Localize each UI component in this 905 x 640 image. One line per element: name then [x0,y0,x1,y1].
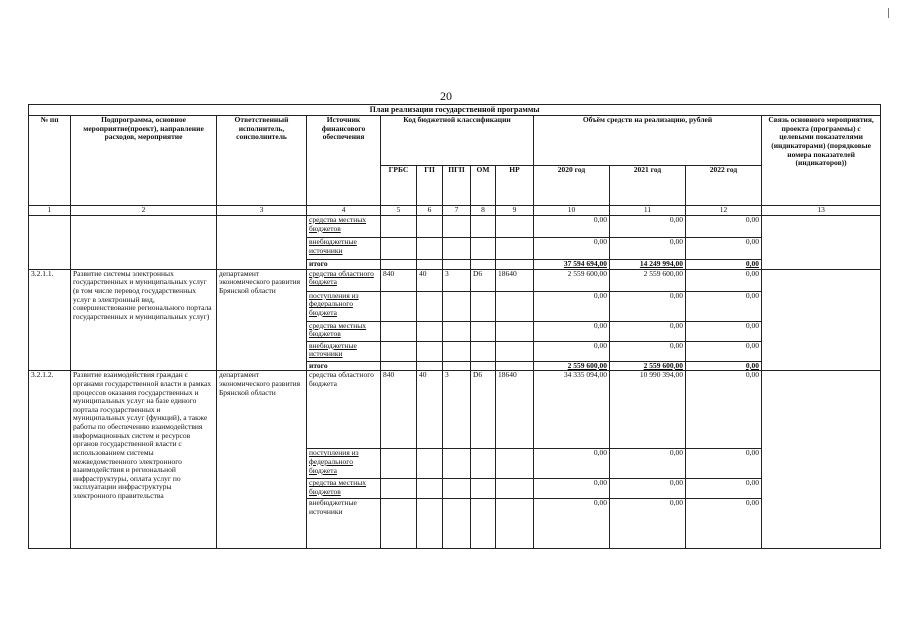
total-2021: 14 249 994,00 [610,260,686,270]
total-2022: 0,00 [686,260,762,270]
column-number: 10 [534,206,610,216]
row-link [762,269,881,371]
value-2021: 0,00 [610,216,686,238]
header-np: НР [496,166,534,206]
table-row [29,269,881,291]
source-cell: поступления из федерального бюджета [307,449,381,479]
value-2022: 0,00 [686,371,762,449]
value-2022: 0,00 [686,479,762,499]
value-2021: 0,00 [610,449,686,479]
np-cell: 18640 [496,269,534,291]
value-2020: 0,00 [534,238,610,260]
scan-edge-mark [888,8,889,18]
column-number: 5 [381,206,417,216]
source-cell: средства областного бюджета [307,269,381,291]
column-number: 4 [307,206,381,216]
column-number: 7 [443,206,471,216]
source-cell: средства местных бюджетов [307,479,381,499]
row-num: 3.2.1.2. [29,371,71,549]
row-executor: департамент экономического развития Брянской области [217,269,307,371]
value-2021: 0,00 [610,291,686,321]
row-name: Развитие взаимодействия граждан с органами государственной власти в рамках процессов оказания государственных и муниципальных услуг на базе единого портала государственных и муниципальных услуг (функций), а также работы по обеспечению взаимодействия информационных систем и ресурсов органов государственной власти с использованием системы межведомственного электронного взаимодействия и региональной инфраструктуры, оплата услуг по эксплуатации инфраструктуры электронного правительства [71,371,217,549]
column-number: 1 [29,206,71,216]
value-2021: 0,00 [610,321,686,341]
source-cell: внебюджетные источники [307,499,381,549]
row-executor [217,216,307,270]
row-num: 3.2.1.1. [29,269,71,371]
total-label: итого [307,361,381,371]
header-funds: Объём средств на реализацию, рублей [534,116,762,166]
pgp-cell: 3 [443,269,471,291]
row-name: Развитие системы электронных государственных и муниципальных услуг (в том числе перевод государственных услуг в электронный вид, совершенствование регионального портала государственных и муниципальных услуг) [71,269,217,371]
page-number: 20 [440,89,452,103]
header-gp: ГП [417,166,443,206]
source-cell: средства областного бюджета [307,371,381,449]
total-2020: 2 559 600,00 [534,361,610,371]
np-cell: 18640 [496,371,534,449]
value-2020: 0,00 [534,291,610,321]
header-source: Источник финансового обеспечения [307,116,381,206]
header-2021: 2021 год [610,166,686,206]
value-2022: 0,00 [686,238,762,260]
row-executor: департамент экономического развития Брянской области [217,371,307,549]
source-cell: поступления из федерального бюджета [307,291,381,321]
header-grbs: ГРБС [381,166,417,206]
row-link [762,216,881,270]
column-number: 11 [610,206,686,216]
value-2022: 0,00 [686,449,762,479]
header-executor: Ответственный исполнитель, соисполнитель [217,116,307,206]
header-pgp: ПГП [443,166,471,206]
total-2021: 2 559 600,00 [610,361,686,371]
value-2021: 0,00 [610,479,686,499]
header-2022: 2022 год [686,166,762,206]
value-2020: 0,00 [534,449,610,479]
source-cell: средства местных бюджетов [307,216,381,238]
om-cell: D6 [471,269,496,291]
header-om: ОМ [471,166,496,206]
value-2022: 0,00 [686,341,762,361]
column-number-row [29,206,881,216]
value-2020: 34 335 094,00 [534,371,610,449]
value-2022: 0,00 [686,499,762,549]
header-2020: 2020 год [534,166,610,206]
column-number: 12 [686,206,762,216]
value-2021: 10 990 394,00 [610,371,686,449]
grbs-cell: 840 [381,371,417,449]
value-2021: 2 559 600,00 [610,269,686,291]
source-cell: внебюджетные источники [307,238,381,260]
value-2022: 0,00 [686,321,762,341]
column-number: 9 [496,206,534,216]
source-cell: внебюджетные источники [307,341,381,361]
value-2022: 0,00 [686,291,762,321]
value-2021: 0,00 [610,341,686,361]
pgp-cell: 3 [443,371,471,449]
source-cell: средства местных бюджетов [307,321,381,341]
column-number: 3 [217,206,307,216]
header-link: Связь основного мероприятия, проекта (программы) с целевыми показателями (индикаторами) (порядковые номера показателей (индикаторов)) [762,116,881,206]
column-number: 8 [471,206,496,216]
gp-cell: 40 [417,371,443,449]
total-label: итого [307,260,381,270]
value-2020: 0,00 [534,321,610,341]
om-cell: D6 [471,371,496,449]
header-budget-code: Код бюджетной классификации [381,116,534,166]
value-2021: 0,00 [610,238,686,260]
table-title: План реализации государственной программы [29,105,881,116]
grbs-cell: 840 [381,269,417,291]
value-2020: 2 559 600,00 [534,269,610,291]
value-2020: 0,00 [534,499,610,549]
value-2020: 0,00 [534,216,610,238]
column-number: 13 [762,206,881,216]
row-name [71,216,217,270]
column-number: 2 [71,206,217,216]
gp-cell: 40 [417,269,443,291]
table-row [29,216,881,238]
row-num [29,216,71,270]
header-num: № пп [29,116,71,206]
value-2020: 0,00 [534,341,610,361]
value-2022: 0,00 [686,216,762,238]
table-row [29,371,881,449]
total-2020: 37 594 694,00 [534,260,610,270]
program-plan-table [28,104,881,549]
total-2022: 0,00 [686,361,762,371]
row-link [762,371,881,549]
value-2020: 0,00 [534,479,610,499]
value-2022: 0,00 [686,269,762,291]
header-subprogram: Подпрограмма, основное мероприятие(проект), направление расходов, мероприятие [71,116,217,206]
column-number: 6 [417,206,443,216]
value-2021: 0,00 [610,499,686,549]
